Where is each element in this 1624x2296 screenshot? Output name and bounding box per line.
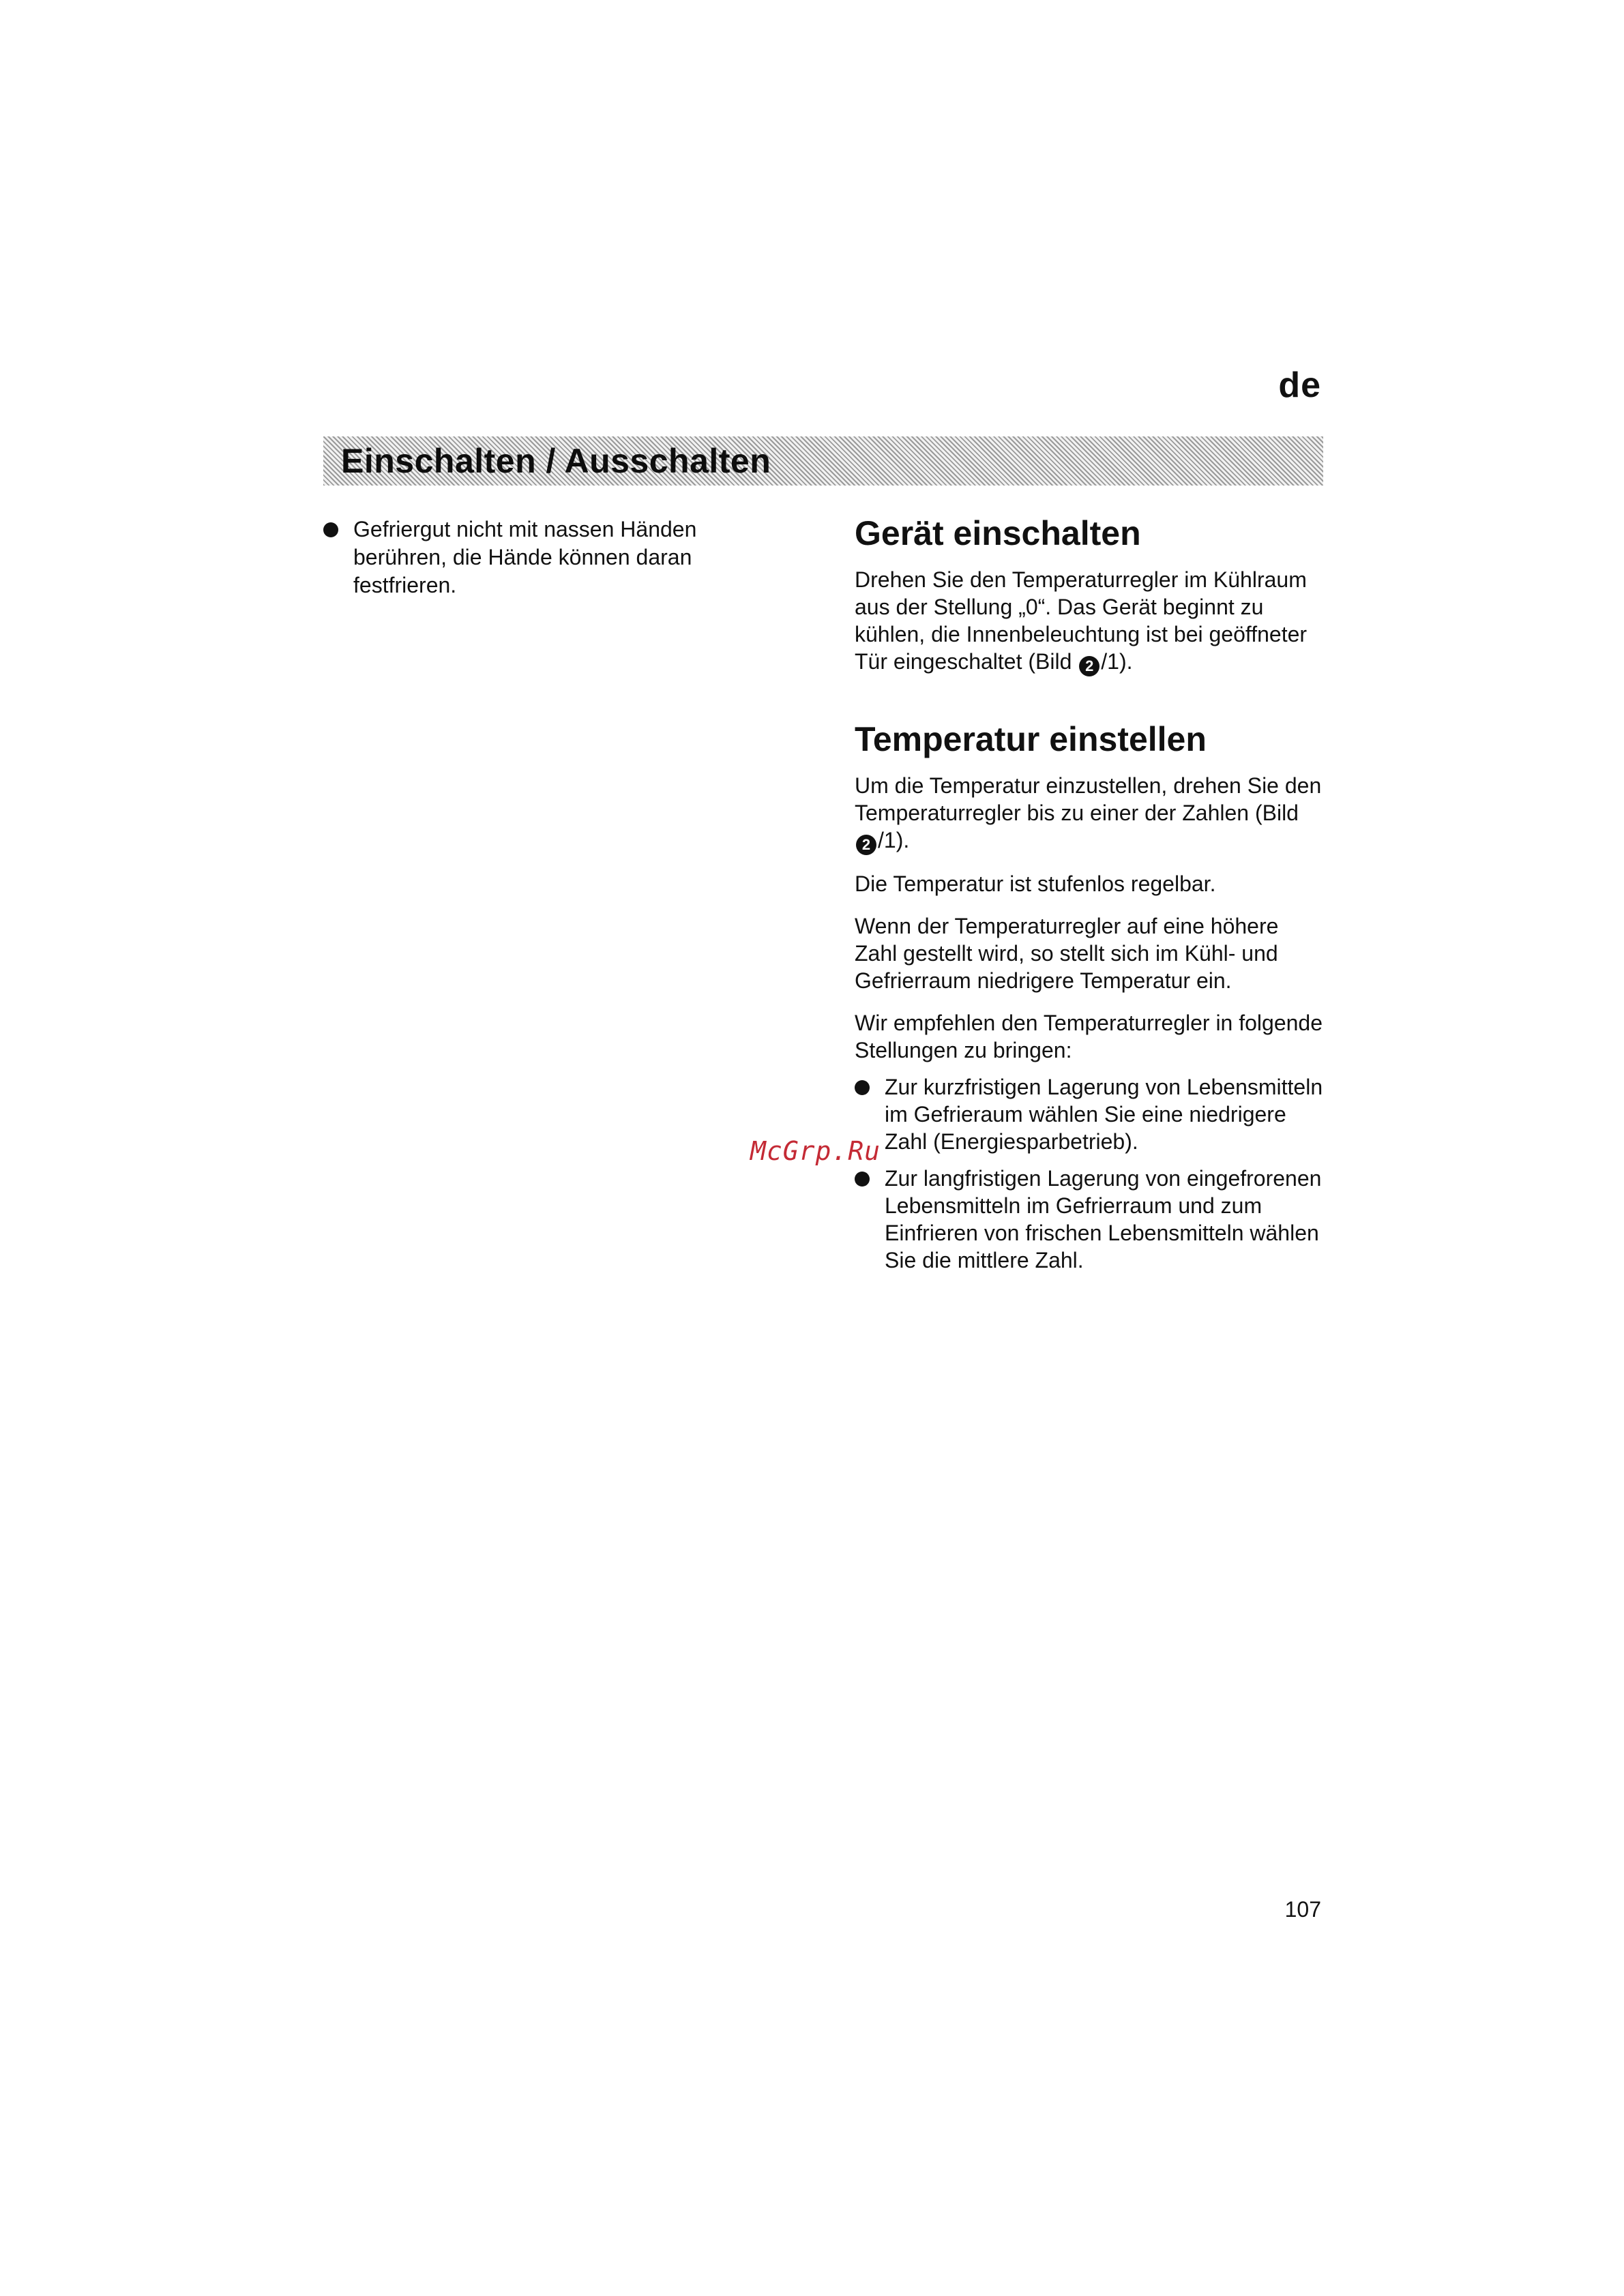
list-item: [323, 516, 746, 599]
list-item: [855, 1165, 1325, 1274]
paragraph-temperature-1: [855, 772, 1325, 855]
paragraph-text: /1).: [1101, 649, 1133, 674]
bullet-icon: [323, 522, 338, 537]
page-number: 107: [1284, 1897, 1321, 1922]
page-title: Einschalten / Ausschalten: [341, 442, 771, 480]
paragraph-temperature-2: Die Temperatur ist stufenlos regelbar.: [855, 871, 1216, 896]
bullet-icon: [855, 1172, 870, 1187]
heading-temperature: Temperatur einstellen: [855, 720, 1207, 758]
heading-power-on: Gerät einschalten: [855, 514, 1141, 552]
recommendation-list: [855, 1073, 1325, 1274]
left-column: [323, 516, 746, 599]
paragraph-power-on: [855, 566, 1325, 676]
paragraph-text: /1).: [878, 828, 910, 852]
paragraph-temperature-3: Wenn der Temperaturregler auf eine höhere Zahl gestellt wird, so stellt sich im Kühl- und Gefrierraum niedrigere Temperatur ein.: [855, 914, 1279, 993]
bullet-text: Zur kurzfristigen Lagerung von Lebensmitteln im Gefrieraum wählen Sie eine niedrigere Zahl (Energiesparbetrieb).: [885, 1075, 1323, 1154]
paragraph-text: Drehen Sie den Temperaturregler im Kühlraum aus der Stellung „0“. Das Gerät beginnt zu kühlen, die Innenbeleuchtung ist bei geöffneter Tür eingeschaltet (Bild: [855, 567, 1308, 674]
bullet-text: Gefriergut nicht mit nassen Händen berühren, die Hände können daran festfrieren.: [353, 517, 697, 597]
bullet-text: Zur langfristigen Lagerung von eingefrorenen Lebensmitteln im Gefrierraum und zum Einfrieren von frischen Lebensmitteln wählen Sie die mittlere Zahl.: [885, 1166, 1322, 1272]
list-item: [855, 1073, 1325, 1155]
figure-number-icon: 2: [856, 835, 876, 855]
watermark: McGrp.Ru: [750, 1136, 881, 1166]
paragraph-temperature-4: Wir empfehlen den Temperaturregler in folgende Stellungen zu bringen:: [855, 1011, 1323, 1062]
section-header-band: [323, 436, 1323, 486]
bullet-icon: [855, 1080, 870, 1095]
language-tag: de: [1278, 366, 1321, 405]
right-column: [855, 513, 1325, 1283]
figure-number-icon: 2: [1079, 656, 1099, 676]
paragraph-text: Um die Temperatur einzustellen, drehen Sie den Temperaturregler bis zu einer der Zahlen (Bild: [855, 773, 1322, 825]
